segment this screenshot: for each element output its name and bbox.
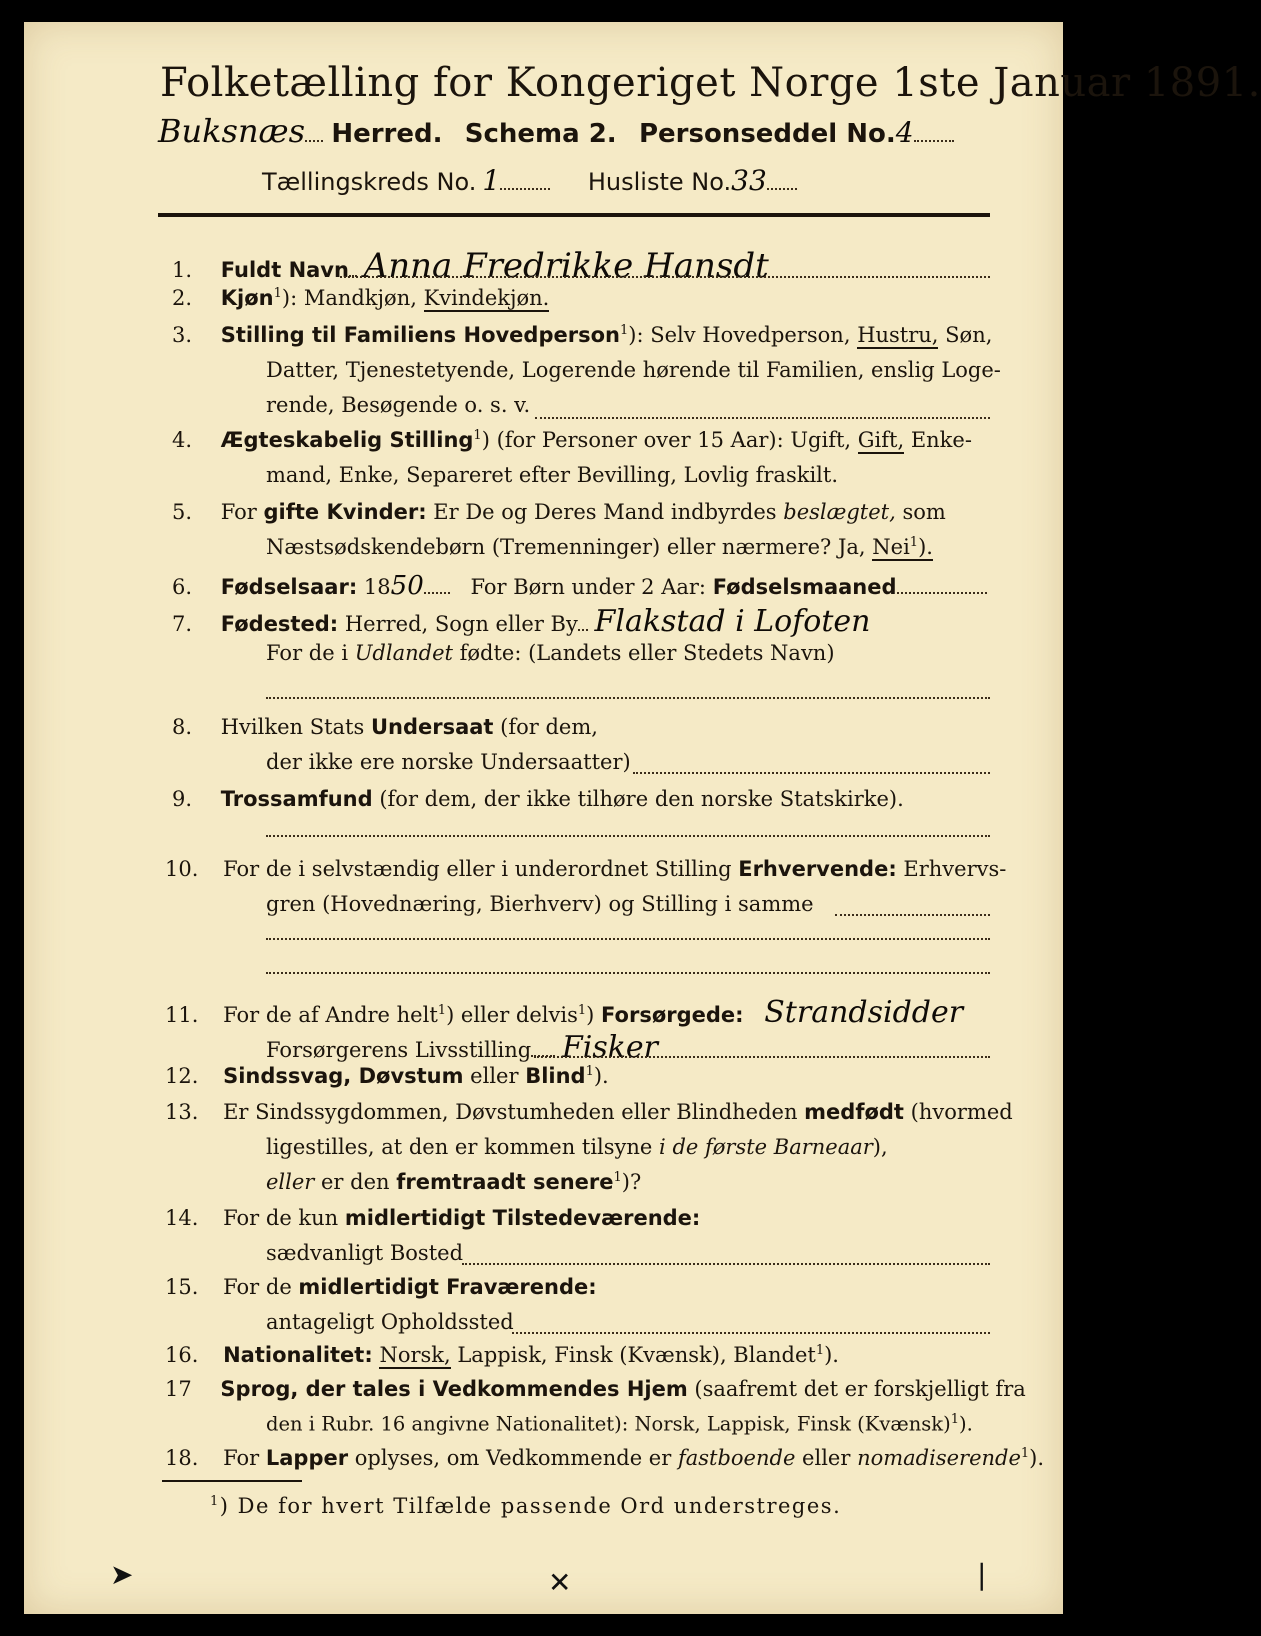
footnote: $^1$) De for hvert Tilfælde passende Ord understreges. [210,1494,842,1518]
gender-selected: Kvindekjøn. [423,286,550,310]
item-3 [172,323,992,347]
item-number: 8. [172,715,193,739]
item-10: 10. For de i selvstændig eller i underordnet Stilling Erhvervende: Erhvervs- [165,857,1007,881]
item-13: 13. Er Sindssygdommen, Døvstumheden eller Blindheden medfødt (hvormed [165,1100,1013,1124]
nationality-label: Nationalitet: [223,1343,373,1367]
husliste-label: Husliste No. [587,168,732,196]
birth-month-label: Fødselsmaaned [712,575,897,599]
item-number: 17 [165,1377,192,1401]
herred-name-handwritten: Buksnæs [158,112,306,150]
marital-status-options: ) (for Personer over 15 Aar): Ugift, [481,428,858,452]
item-9: 9. Trossamfund (for dem, der ikke tilhøre den norske Statskirke). [172,787,904,811]
birthplace-line-2: For de i Udlandet fødte: (Landets eller Stedets Navn) [266,641,835,665]
temporary-present-label: midlertidigt Tilstedeværende: [344,1206,701,1230]
married-women-text-3: som [895,500,946,524]
personseddel-number: 4 [895,116,914,149]
marital-status-label: Ægteskabelig Stilling [220,428,474,452]
registration-mark-center: ✕ [548,1566,572,1599]
item-number: 2. [172,286,193,310]
item-18: 18. For Lapper oplyses, om Vedkommende er fastboende eller nomadiserende$^1$). [165,1446,1045,1470]
congenital-line-3: eller er den fremtraadt senere$^1$)? [266,1170,642,1194]
kreds-line [262,164,797,197]
family-position-options: ): Selv Hovedperson, [628,323,858,347]
abroad-italic: Udlandet [354,641,453,665]
item-15: 15. For de midlertidigt Fraværende: [165,1275,597,1299]
item-number: 12. [165,1064,199,1088]
birth-year-prefix: 18 [363,575,391,599]
blind-label: Blind [525,1064,586,1088]
home-language-label: Sprog, der tales i Vedkommendes Hjem [220,1377,688,1401]
home-language-line-2: den i Rubr. 16 angivne Nationalitet): Norsk, Lappisk, Finsk (Kvænsk)$^1$). [266,1412,973,1436]
married-women-text-2: Er De og Deres Mand indbyrdes [426,500,784,524]
marital-status-options-2: Enke- [904,428,972,452]
provider-label: Forsørgerens Livsstilling [266,1038,532,1062]
footnote-ref: 1 [273,286,282,301]
schema-label: Schema 2. [464,119,617,149]
dependent-value: Strandsidder [764,995,964,1030]
married-women-question: Næstsødskendebørn (Tremenninger) eller nærmere? Ja, [266,535,873,559]
item-number: 3. [172,323,193,347]
item-4 [172,428,972,452]
footnote-ref: 1 [619,323,629,338]
item-5 [172,500,946,524]
provider-value: Fisker [561,1030,659,1065]
dependent-label: Forsørgede: [601,1003,744,1027]
item-number: 6. [172,575,193,599]
dotted-fill [633,772,990,774]
family-position-line-3: rende, Besøgende o. s. v. [266,393,531,417]
birth-year-value: 50 [390,571,424,601]
later-onset-label: fremtraadt senere [396,1170,614,1194]
personseddel-label: Personseddel No. [638,119,896,149]
citizenship-line-2: der ikke ere norske Undersaatter) [266,750,631,774]
item-12: 12. Sindssvag, Døvstum eller Blind$^1$). [165,1064,609,1088]
family-position-label: Stilling til Familiens Hovedperson [220,323,620,347]
congenital-line-2: ligestilles, at den er kommen tilsyne i de første Barneaar), [266,1135,888,1159]
dotted-fill [266,835,990,837]
provider-line [266,1030,658,1065]
family-position-line-2: Datter, Tjenestetyende, Logerende hørende til Familien, enslig Loge- [266,358,1001,382]
item-number: 7. [172,612,193,636]
dotted-fill [266,972,990,974]
birth-month-text: For Børn under 2 Aar: [470,575,713,599]
item-8: 8. Hvilken Stats Undersaat (for dem, [172,715,598,739]
married-women-text: For [220,500,264,524]
item-1 [172,246,769,286]
congenital-label: medfødt [804,1100,904,1124]
occupation-label: Erhvervende: [738,857,897,881]
item-number: 9. [172,787,193,811]
husliste-number: 33 [731,164,767,197]
item-number: 13. [165,1100,199,1124]
dotted-fill [835,914,990,916]
footnote-rule [162,1480,302,1482]
gender-options: ): Mandkjøn, [281,286,424,310]
item-11: 11. For de af Andre helt$^1$) eller delvis$^1$) Forsørgede: Strandsidder [165,995,964,1030]
dotted-fill [535,417,990,419]
registration-mark-right: ❘ [970,1558,994,1591]
married-women-line-2 [266,535,933,559]
dotted-fill [512,1332,990,1334]
form-title: Folketælling for Kongeriget Norge 1ste Januar 1891. [160,60,1261,106]
marital-status-line-2: mand, Enke, Separeret efter Bevilling, Lovlig fraskilt. [266,463,839,487]
item-2 [172,286,549,310]
dotted-fill [534,1056,990,1058]
married-women-italic: beslægtet, [783,500,896,524]
religion-label: Trossamfund [220,787,373,811]
disability-label: Sindssvag, Døvstum [223,1064,464,1088]
usual-residence-label: sædvanligt Bosted [266,1241,464,1265]
kreds-label: Tællingskreds No. [262,168,477,196]
nationality-selected: Norsk, [379,1343,451,1367]
item-7 [172,604,871,639]
registration-mark-left: ➤ [110,1558,134,1591]
herred-line [158,112,954,150]
birthplace-text: Herred, Sogn eller By [338,612,578,636]
herred-label: Herred. [331,119,443,149]
item-number: 4. [172,428,193,452]
item-16: 16. Nationalitet: Norsk, Lappisk, Finsk (Kvænsk), Blandet$^1$). [165,1343,839,1367]
citizenship-label: Undersaat [370,715,494,739]
item-number: 15. [165,1275,199,1299]
temporary-absent-label: midlertidigt Fraværende: [298,1275,597,1299]
family-position-selected: Hustru, [857,323,939,347]
item-number: 14. [165,1206,199,1230]
item-number: 18. [165,1446,199,1470]
probable-stay-label: antageligt Opholdssted [266,1310,514,1334]
item-number: 16. [165,1343,199,1367]
item-6 [172,571,987,601]
gender-label: Kjøn [220,286,274,310]
birthplace-label: Fødested: [220,612,339,636]
dotted-fill [266,697,990,699]
birth-year-label: Fødselsaar: [220,575,358,599]
sami-label: Lapper [265,1446,349,1470]
married-women-selected: Nei$^1$). [872,535,933,559]
footnote-ref: 1 [473,428,482,443]
item-number: 11. [165,1003,199,1027]
family-position-options-2: Søn, [938,323,993,347]
item-number: 1. [172,258,193,282]
header-rule [158,213,990,217]
footnote-text: De for hvert Tilfælde passende Ord understreges. [237,1494,842,1518]
married-women-label: gifte Kvinder: [263,500,427,524]
occupation-line-2: gren (Hovednæring, Bierhverv) og Stilling i samme [266,892,814,916]
dotted-fill [266,938,990,940]
item-number: 5. [172,500,193,524]
item-number: 10. [165,857,199,881]
kreds-number: 1 [482,164,501,197]
marital-status-selected: Gift, [857,428,905,452]
dotted-fill [462,1263,990,1265]
full-name-value: Anna Fredrikke Hansdt [363,246,769,286]
dotted-fill [340,276,990,278]
item-14: 14. For de kun midlertidigt Tilstedeværende: [165,1206,701,1230]
full-name-label: Fuldt Navn [220,258,349,282]
item-17: 17 Sprog, der tales i Vedkommendes Hjem (saafremt det er forskjelligt fra [165,1377,1026,1401]
birthplace-value: Flakstad i Lofoten [594,604,871,639]
